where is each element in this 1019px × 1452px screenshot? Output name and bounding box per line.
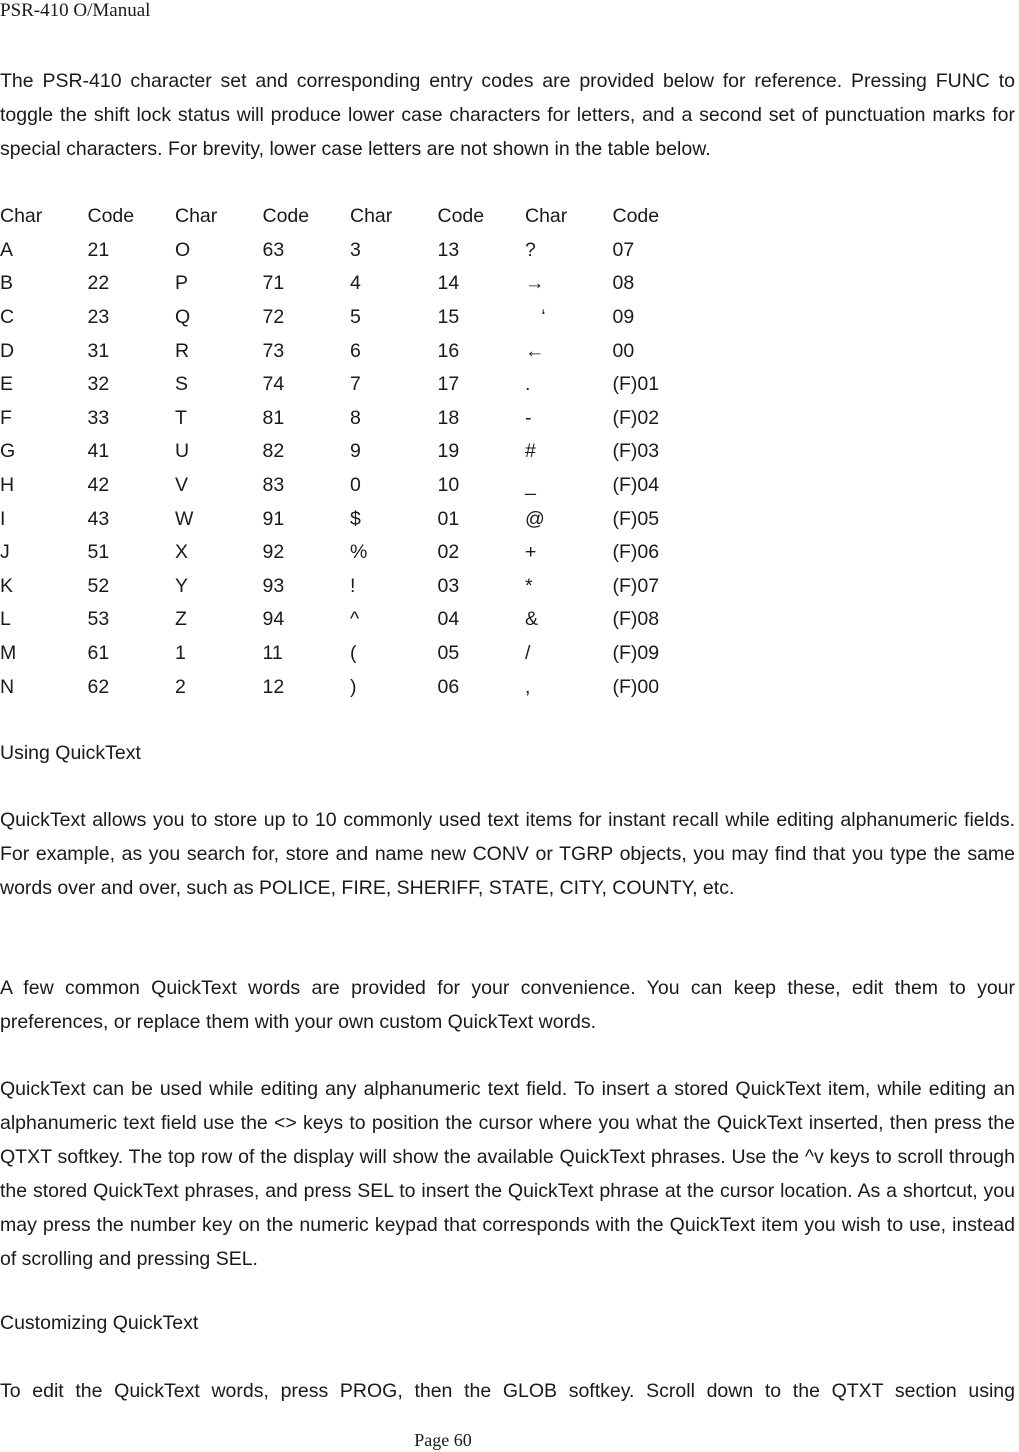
char-cell: Q — [175, 306, 191, 329]
char-cell: ^ — [350, 608, 360, 631]
code-cell: 81 — [262, 406, 285, 429]
code-cell: 42 — [87, 474, 110, 497]
char-cell: A — [0, 238, 14, 261]
code-cell: (F)06 — [612, 541, 660, 564]
char-cell: R — [175, 339, 190, 362]
section-heading-customizing-quicktext: Customizing QuickText — [0, 1312, 199, 1334]
table-row — [0, 670, 700, 704]
code-cell: 17 — [437, 373, 460, 396]
char-cell: 7 — [350, 373, 361, 396]
char-cell: - — [525, 406, 532, 429]
code-cell: 06 — [437, 675, 460, 698]
char-cell: 9 — [350, 440, 361, 463]
code-cell: 82 — [262, 440, 285, 463]
char-cell: Y — [175, 574, 189, 597]
char-cell: N — [0, 675, 15, 698]
code-cell: 51 — [87, 541, 110, 564]
code-cell: 33 — [87, 406, 110, 429]
code-cell: 83 — [262, 474, 285, 497]
char-cell: D — [0, 339, 15, 362]
char-cell: 5 — [350, 306, 361, 329]
char-cell: ( — [350, 642, 357, 665]
code-cell: 23 — [87, 306, 110, 329]
code-cell: 52 — [87, 574, 110, 597]
code-cell: 61 — [87, 642, 110, 665]
char-cell: & — [525, 608, 539, 631]
code-cell: 15 — [437, 306, 460, 329]
code-cell: (F)02 — [612, 406, 660, 429]
column-header: Char — [350, 205, 393, 228]
page-number: Page 60 — [414, 1430, 472, 1450]
code-cell: 94 — [262, 608, 285, 631]
table-row — [0, 435, 700, 469]
code-cell: 21 — [87, 238, 110, 261]
char-cell: 6 — [350, 339, 361, 362]
code-cell: 00 — [612, 339, 635, 362]
char-cell: → — [525, 272, 545, 295]
code-cell: 63 — [262, 238, 285, 261]
char-cell: ) — [350, 675, 357, 698]
char-cell: P — [175, 272, 189, 295]
code-cell: 08 — [612, 272, 635, 295]
char-cell: Z — [175, 608, 187, 631]
code-cell: 07 — [612, 238, 635, 261]
char-cell: ! — [350, 574, 356, 597]
section-heading-using-quicktext: Using QuickText — [0, 742, 141, 764]
column-header: Code — [437, 205, 485, 228]
code-cell: 12 — [262, 675, 285, 698]
code-cell: 03 — [437, 574, 460, 597]
char-cell: _ — [525, 474, 536, 497]
table-row — [0, 301, 700, 335]
char-cell: I — [0, 507, 6, 530]
table-row — [0, 469, 700, 503]
column-header: Code — [87, 205, 135, 228]
table-row — [0, 234, 700, 268]
char-cell: M — [0, 642, 17, 665]
code-cell: 92 — [262, 541, 285, 564]
table-row — [0, 603, 700, 637]
table-row — [0, 334, 700, 368]
char-cell: ‘ — [525, 306, 546, 329]
char-cell: C — [0, 306, 15, 329]
code-cell: 11 — [262, 642, 283, 665]
table-row — [0, 637, 700, 671]
page-header: PSR-410 O/Manual — [0, 0, 151, 21]
code-cell: 01 — [437, 507, 460, 530]
code-cell: 62 — [87, 675, 110, 698]
char-cell: . — [525, 373, 531, 396]
char-cell: , — [525, 675, 531, 698]
code-cell: 13 — [437, 238, 460, 261]
char-cell: 0 — [350, 474, 361, 497]
char-cell: 2 — [175, 675, 186, 698]
code-cell: 14 — [437, 272, 460, 295]
code-cell: 05 — [437, 642, 460, 665]
char-cell: % — [350, 541, 368, 564]
code-cell: 22 — [87, 272, 110, 295]
code-cell: 10 — [437, 474, 460, 497]
quicktext-intro-paragraph: QuickText allows you to store up to 10 commonly used text items for instant recall while editing alphanumeric fields. For example, as you search for, store and name new CONV or TGRP objects, you may find that you type the same words over and over, such as POLICE, FIRE, SHERIFF, STATE, CITY, COUNTY, etc. — [0, 809, 1015, 899]
char-cell: F — [0, 406, 12, 429]
column-header: Char — [175, 205, 218, 228]
code-cell: (F)00 — [612, 675, 660, 698]
code-cell: (F)04 — [612, 474, 660, 497]
code-cell: (F)01 — [612, 373, 660, 396]
char-cell: H — [0, 474, 15, 497]
code-cell: 72 — [262, 306, 285, 329]
table-row — [0, 570, 700, 604]
code-cell: (F)08 — [612, 608, 660, 631]
customizing-paragraph: To edit the QuickText words, press PROG, then the GLOB softkey. Scroll down to the QTXT section using — [0, 1380, 1015, 1402]
char-cell: 3 — [350, 238, 361, 261]
table-row — [0, 368, 700, 402]
code-cell: 73 — [262, 339, 285, 362]
code-cell: 19 — [437, 440, 460, 463]
char-cell: $ — [350, 507, 361, 530]
char-cell: 8 — [350, 406, 361, 429]
code-cell: 09 — [612, 306, 635, 329]
code-cell: 31 — [87, 339, 110, 362]
char-cell: 1 — [175, 642, 186, 665]
table-row — [0, 267, 700, 301]
char-cell: @ — [525, 507, 545, 530]
char-cell: B — [0, 272, 14, 295]
column-header: Char — [0, 205, 43, 228]
quicktext-defaults-paragraph: A few common QuickText words are provided for your convenience. You can keep these, edit them to your preferences, or replace them with your own custom QuickText words. — [0, 977, 1015, 1033]
table-row — [0, 536, 700, 570]
table-header-row — [0, 200, 700, 234]
code-cell: 53 — [87, 608, 110, 631]
char-cell: E — [0, 373, 14, 396]
character-code-table — [0, 200, 700, 704]
char-cell: # — [525, 440, 536, 463]
intro-paragraph: The PSR-410 character set and corresponding entry codes are provided below for reference. Pressing FUNC to toggle the shift lock status will produce lower case characters for letters, and a second set of punctuation marks for special characters. For brevity, lower case letters are not shown in the table below. — [0, 70, 1015, 160]
table-row — [0, 402, 700, 436]
char-cell: O — [175, 238, 191, 261]
char-cell: S — [175, 373, 189, 396]
code-cell: 32 — [87, 373, 110, 396]
char-cell: X — [175, 541, 189, 564]
code-cell: 93 — [262, 574, 285, 597]
char-cell: W — [175, 507, 194, 530]
char-cell: ← — [525, 339, 545, 362]
char-cell: V — [175, 474, 189, 497]
code-cell: 43 — [87, 507, 110, 530]
char-cell: K — [0, 574, 14, 597]
column-header: Code — [612, 205, 660, 228]
char-cell: / — [525, 642, 531, 665]
code-cell: 02 — [437, 541, 460, 564]
code-cell: 74 — [262, 373, 285, 396]
code-cell: (F)07 — [612, 574, 660, 597]
code-cell: 04 — [437, 608, 460, 631]
quicktext-usage-paragraph: QuickText can be used while editing any alphanumeric text field. To insert a stored QuickText item, while editing an alphanumeric text field use the <> keys to position the cursor where you what the QuickText inserted, then press the QTXT softkey. The top row of the display will show the available QuickText phrases. Use the ^v keys to scroll through the stored QuickText phrases, and press SEL to insert the QuickText phrase at the cursor location. As a shortcut, you may press the number key on the numeric keypad that corresponds with the QuickText item you wish to use, instead of scrolling and pressing SEL. — [0, 1078, 1015, 1270]
char-cell: G — [0, 440, 16, 463]
code-cell: 91 — [262, 507, 285, 530]
code-cell: 41 — [87, 440, 110, 463]
char-cell: + — [525, 541, 537, 564]
char-cell: ? — [525, 238, 536, 261]
code-cell: 71 — [262, 272, 285, 295]
char-cell: T — [175, 406, 187, 429]
code-cell: 16 — [437, 339, 460, 362]
char-cell: * — [525, 574, 533, 597]
code-cell: (F)03 — [612, 440, 660, 463]
column-header: Code — [262, 205, 310, 228]
char-cell: J — [0, 541, 10, 564]
column-header: Char — [525, 205, 568, 228]
char-cell: L — [0, 608, 11, 631]
code-cell: (F)09 — [612, 642, 660, 665]
code-cell: (F)05 — [612, 507, 660, 530]
char-cell: U — [175, 440, 190, 463]
code-cell: 18 — [437, 406, 460, 429]
char-cell: 4 — [350, 272, 361, 295]
table-row — [0, 502, 700, 536]
